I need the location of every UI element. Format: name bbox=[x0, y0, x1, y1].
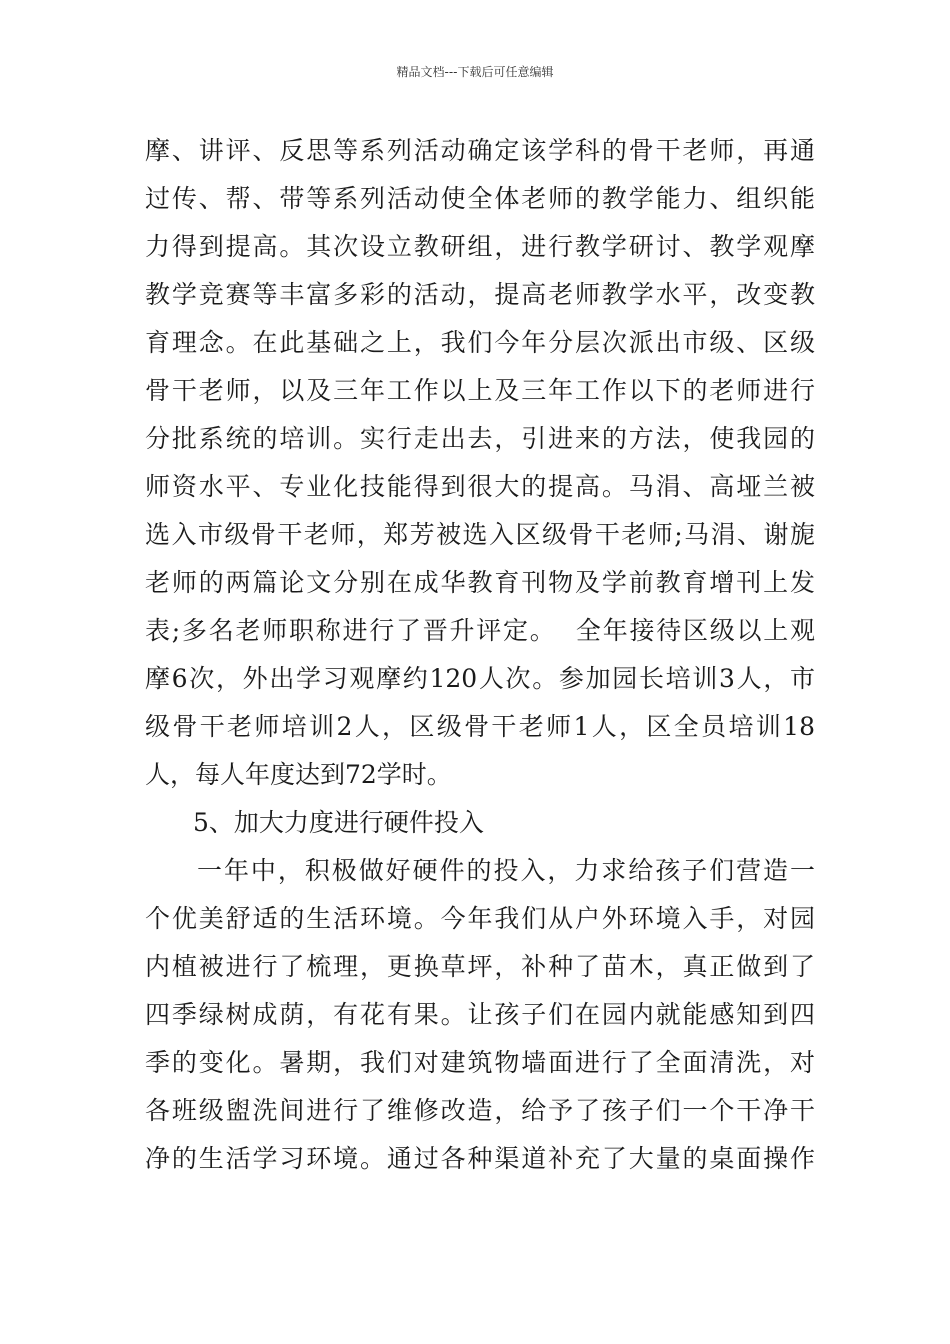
text-line: 四季绿树成荫，有花有果。让孩子们在园内就能感知到四 bbox=[145, 1000, 815, 1029]
text-line: 人，每人年度达到72学时。 bbox=[145, 760, 452, 789]
text-line: 摩、讲评、反思等系列活动确定该学科的骨干老师，再通 bbox=[145, 136, 815, 165]
text-line: 分批系统的培训。实行走出去，引进来的方法，使我园的 bbox=[145, 424, 815, 453]
text-line: 力得到提高。其次设立教研组，进行教学研讨、教学观摩 bbox=[145, 232, 815, 261]
text-line: 净的生活学习环境。通过各种渠道补充了大量的桌面操作 bbox=[145, 1144, 815, 1173]
document-body bbox=[145, 127, 815, 1183]
text-line: 表;多名老师职称进行了晋升评定。 全年接待区级以上观 bbox=[145, 616, 815, 645]
text-line: 老师的两篇论文分别在成华教育刊物及学前教育增刊上发 bbox=[145, 568, 815, 597]
text-line: 过传、帮、带等系列活动使全体老师的教学能力、组织能 bbox=[145, 184, 815, 213]
text-line: 级骨干老师培训2人，区级骨干老师1人，区全员培训18 bbox=[145, 712, 815, 741]
paragraph-hardware-investment bbox=[145, 847, 815, 1183]
section-heading: 5、加大力度进行硬件投入 bbox=[193, 808, 484, 837]
text-line: 季的变化。暑期，我们对建筑物墙面进行了全面清洗，对 bbox=[145, 1048, 815, 1077]
text-line: 个优美舒适的生活环境。今年我们从户外环境入手，对园 bbox=[145, 904, 815, 933]
text-line: 摩6次，外出学习观摩约120人次。参加园长培训3人，市 bbox=[145, 664, 815, 693]
text-line: 师资水平、专业化技能得到很大的提高。马涓、高垭兰被 bbox=[145, 472, 815, 501]
text-line: 选入市级骨干老师，郑芳被选入区级骨干老师;马涓、谢旎 bbox=[145, 520, 815, 549]
text-line: 内植被进行了梳理，更换草坪，补种了苗木，真正做到了 bbox=[145, 952, 815, 981]
text-line: 各班级盥洗间进行了维修改造，给予了孩子们一个干净干 bbox=[145, 1096, 815, 1125]
paragraph-teacher-training bbox=[145, 127, 815, 799]
text-line: 教学竞赛等丰富多彩的活动，提高老师教学水平，改变教 bbox=[145, 280, 815, 309]
page-header: 精品文档---下载后可任意编辑 bbox=[396, 65, 554, 79]
text-line: 一年中，积极做好硬件的投入，力求给孩子们营造一 bbox=[197, 856, 815, 885]
text-line: 骨干老师，以及三年工作以上及三年工作以下的老师进行 bbox=[145, 376, 815, 405]
text-line: 育理念。在此基础之上，我们今年分层次派出市级、区级 bbox=[145, 328, 815, 357]
